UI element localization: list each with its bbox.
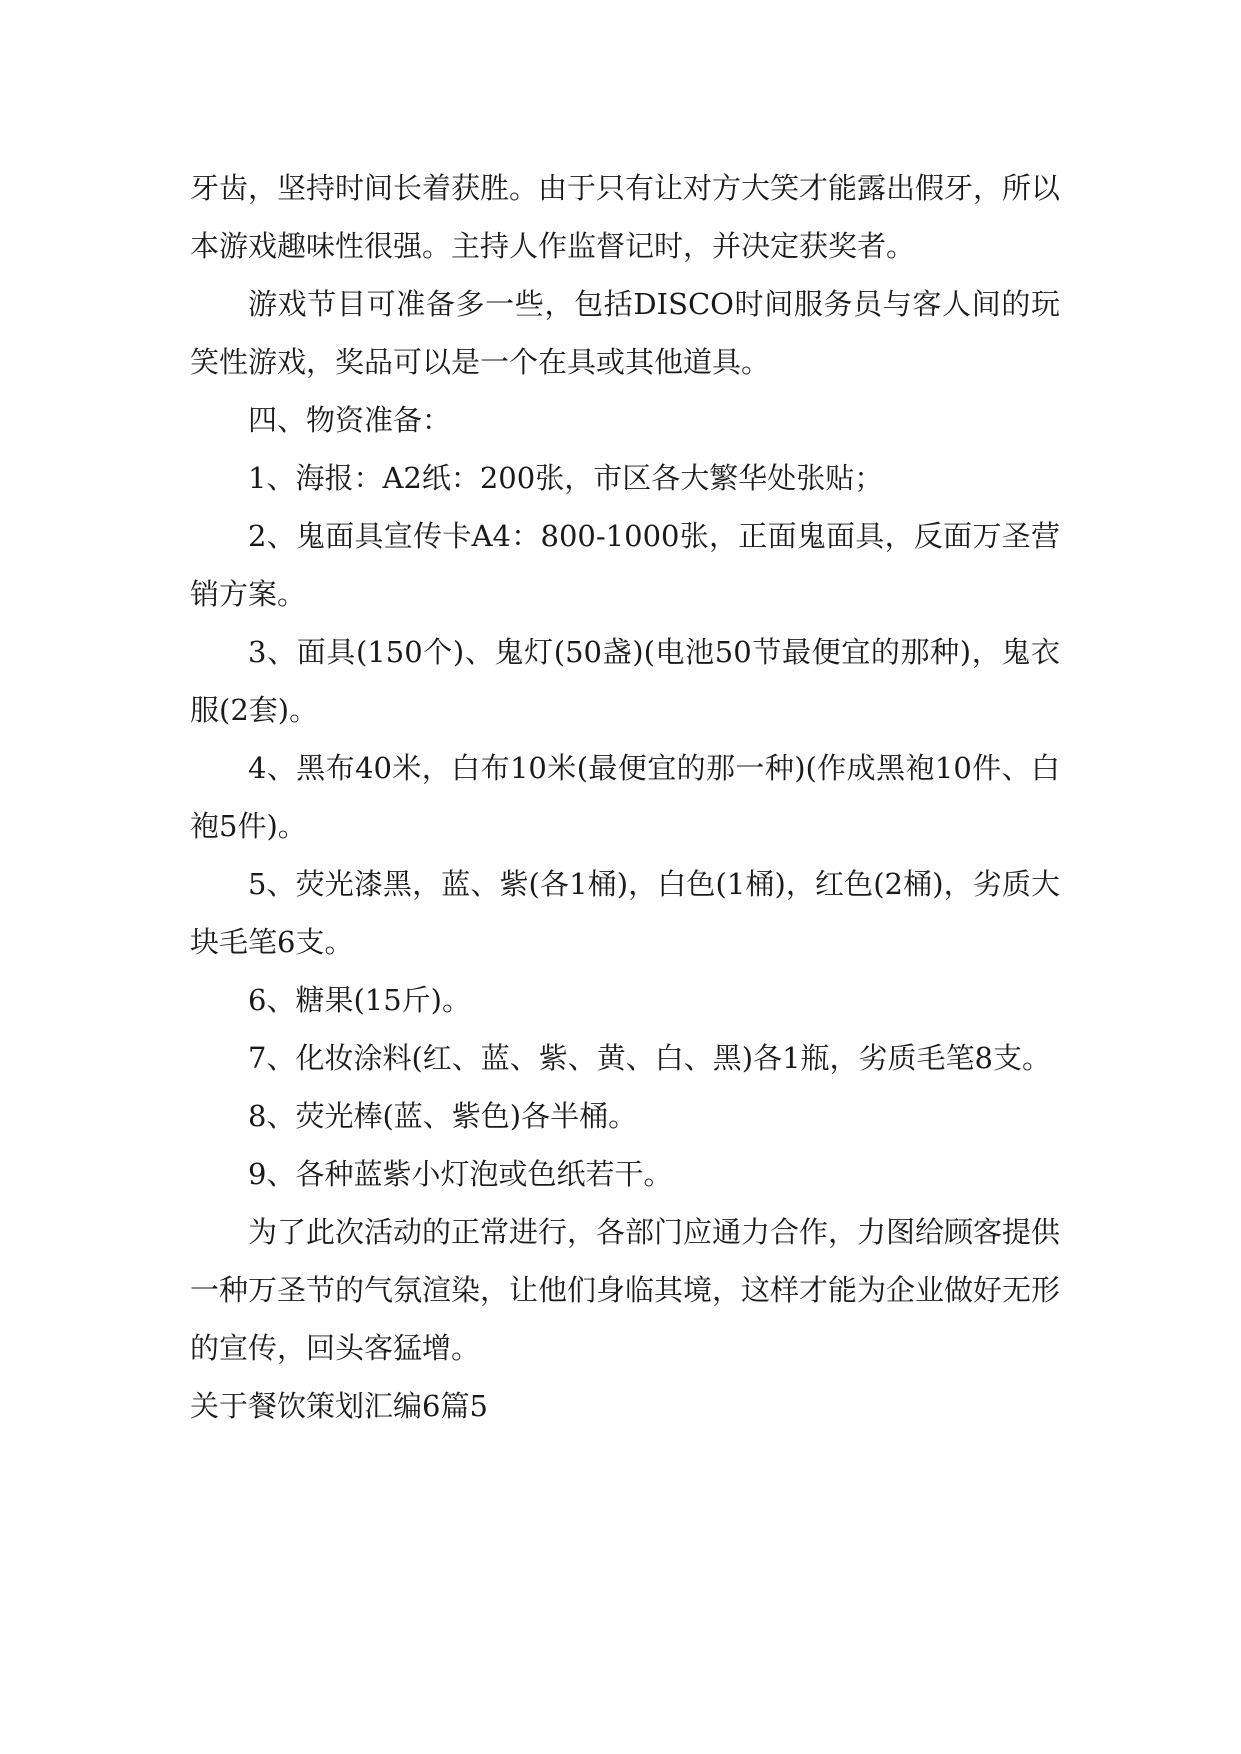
- paragraph: 牙齿，坚持时间长着获胜。由于只有让对方大笑才能露出假牙，所以本游戏趣味性很强。主持人作监督记时，并决定获奖者。: [190, 171, 1061, 263]
- paragraph: 为了此次活动的正常进行，各部门应通力合作，力图给顾客提供一种万圣节的气氛渲染，让他们身临其境，这样才能为企业做好无形的宣传，回头客猛增。: [190, 1215, 1061, 1365]
- list-item: 7、化妆涂料(红、蓝、紫、黄、白、黑)各1瓶，劣质毛笔8支。: [248, 1041, 1051, 1075]
- list-item: 2、鬼面具宣传卡A4：800-1000张，正面鬼面具，反面万圣营销方案。: [190, 519, 1060, 611]
- list-item: 5、荧光漆黑，蓝、紫(各1桶)，白色(1桶)，红色(2桶)，劣质大块毛笔6支。: [190, 867, 1060, 959]
- section-subheading: 四、物资准备：: [248, 403, 452, 437]
- section-heading: 关于餐饮策划汇编6篇5: [190, 1389, 488, 1423]
- list-item: 4、黑布40米，白布10米(最便宜的那一种)(作成黑袍10件、白袍5件)。: [190, 751, 1060, 843]
- list-item: 3、面具(150个)、鬼灯(50盏)(电池50节最便宜的那种)，鬼衣服(2套)。: [190, 635, 1060, 727]
- paragraph: 游戏节目可准备多一些，包括DISCO时间服务员与客人间的玩笑性游戏，奖品可以是一个在具或其他道具。: [190, 287, 1060, 379]
- list-item: 6、糖果(15斤)。: [248, 983, 471, 1017]
- list-item: 1、海报：A2纸：200张，市区各大繁华处张贴；: [248, 461, 884, 495]
- list-item: 8、荧光棒(蓝、紫色)各半桶。: [248, 1099, 638, 1133]
- list-item: 9、各种蓝紫小灯泡或色纸若干。: [248, 1157, 673, 1191]
- document-body: [190, 159, 1060, 1435]
